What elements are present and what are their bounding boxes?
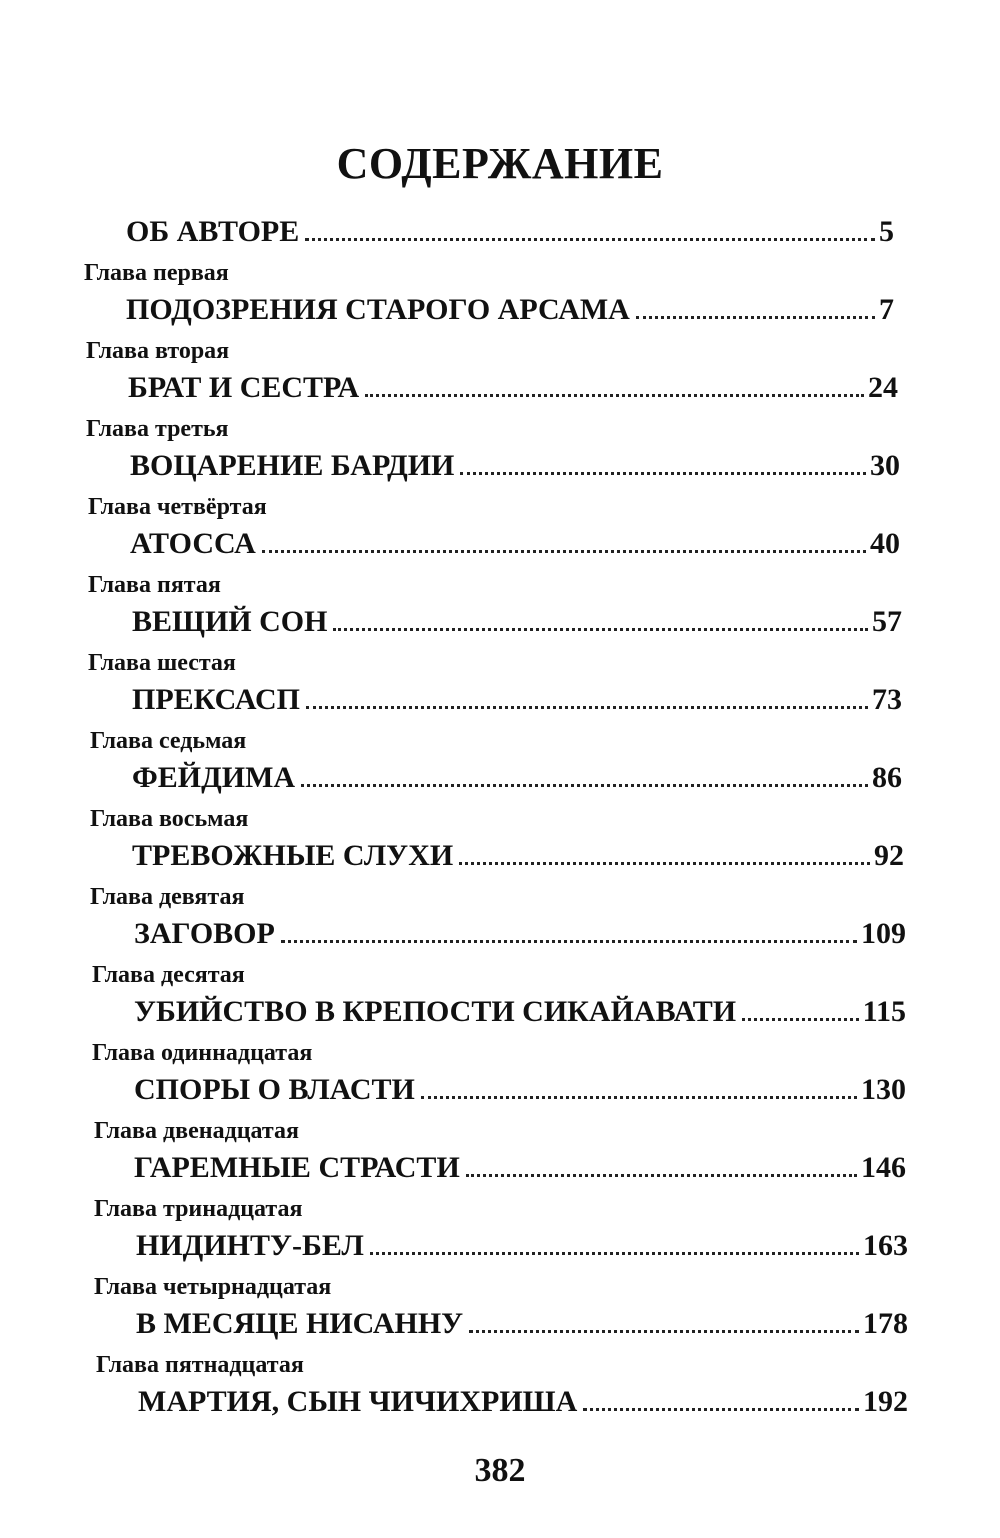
chapter-label: Глава первая xyxy=(84,260,229,286)
dot-leader xyxy=(469,1329,859,1333)
toc-entry-title: СПОРЫ О ВЛАСТИ xyxy=(134,1073,415,1106)
toc-entry-title: ФЕЙДИМА xyxy=(132,761,296,794)
toc-entry xyxy=(132,680,902,720)
chapter-label: Глава тринадцатая xyxy=(94,1196,303,1222)
toc-entry-title: ОБ АВТОРЕ xyxy=(126,215,300,248)
toc-entry-title: ТРЕВОЖНЫЕ СЛУХИ xyxy=(132,839,454,872)
toc-entry-page: 73 xyxy=(872,683,902,716)
dot-leader xyxy=(466,1173,857,1177)
toc-entry xyxy=(130,446,900,486)
toc-entry-page: 146 xyxy=(861,1151,906,1184)
dot-leader xyxy=(306,705,868,709)
toc-entry xyxy=(130,524,900,564)
dot-leader xyxy=(281,939,857,943)
toc-entry xyxy=(132,836,904,876)
page-title: СОДЕРЖАНИЕ xyxy=(336,139,664,188)
toc-entry xyxy=(132,758,902,798)
toc-entry xyxy=(134,1148,906,1188)
toc-entry-page: 163 xyxy=(863,1229,908,1262)
toc-entry-page: 30 xyxy=(870,449,900,482)
toc-entry-about xyxy=(126,212,894,252)
chapter-label: Глава десятая xyxy=(92,962,245,988)
chapter-label: Глава четвёртая xyxy=(88,494,267,520)
dot-leader xyxy=(421,1095,857,1099)
toc-entry xyxy=(134,1070,906,1110)
toc-entry xyxy=(134,914,906,954)
toc-entry-title: ГАРЕМНЫЕ СТРАСТИ xyxy=(134,1151,460,1184)
dot-leader xyxy=(742,1017,859,1021)
chapter-label: Глава третья xyxy=(86,416,229,442)
toc-entry-title: ЗАГОВОР xyxy=(134,917,275,950)
toc-entry-title: УБИЙСТВО В КРЕПОСТИ СИКАЙАВАТИ xyxy=(134,995,737,1028)
toc-entry xyxy=(126,290,894,330)
toc-entry-title: В МЕСЯЦЕ НИСАННУ xyxy=(136,1307,464,1340)
toc-entry-title: ВЕЩИЙ СОН xyxy=(132,605,328,638)
toc-entry xyxy=(136,1226,908,1266)
toc-entry-page: 7 xyxy=(879,293,894,326)
toc-entry-title: МАРТИЯ, СЫН ЧИЧИХРИША xyxy=(138,1385,578,1418)
toc-entry-title: АТОССА xyxy=(130,527,256,560)
toc-entry-page: 57 xyxy=(872,605,902,638)
toc-entry xyxy=(138,1382,908,1422)
dot-leader xyxy=(365,393,864,397)
dot-leader xyxy=(262,549,866,553)
toc-entry xyxy=(136,1304,908,1344)
toc-entry-page: 109 xyxy=(861,917,906,950)
chapter-label: Глава шестая xyxy=(88,650,236,676)
chapter-label: Глава одиннадцатая xyxy=(92,1040,313,1066)
toc-entry-title: ВОЦАРЕНИЕ БАРДИИ xyxy=(130,449,455,482)
toc-entry-page: 5 xyxy=(879,215,894,248)
dot-leader xyxy=(333,627,868,631)
toc-entry-title: БРАТ И СЕСТРА xyxy=(128,371,360,404)
toc-entry xyxy=(134,992,906,1032)
toc-entry xyxy=(132,602,902,642)
toc-entry-page: 40 xyxy=(870,527,900,560)
page-number: 382 xyxy=(474,1452,526,1489)
toc-entry-title: ПОДОЗРЕНИЯ СТАРОГО АРСАМА xyxy=(126,293,630,326)
dot-leader xyxy=(636,315,875,319)
toc-entry-page: 24 xyxy=(868,371,898,404)
dot-leader xyxy=(583,1407,859,1411)
chapter-label: Глава пятая xyxy=(88,572,221,598)
toc-entry-page: 130 xyxy=(861,1073,906,1106)
toc-entry-page: 178 xyxy=(863,1307,908,1340)
chapter-label: Глава седьмая xyxy=(90,728,247,754)
toc-entry xyxy=(128,368,898,408)
chapter-label: Глава пятнадцатая xyxy=(96,1352,304,1378)
dot-leader xyxy=(305,237,875,241)
toc-entry-page: 92 xyxy=(874,839,904,872)
chapter-label: Глава вторая xyxy=(86,338,230,364)
toc-entry-page: 86 xyxy=(872,761,902,794)
toc-entry-page: 115 xyxy=(862,995,906,1028)
dot-leader xyxy=(301,783,868,787)
toc-entry-title: ПРЕКСАСП xyxy=(132,683,301,716)
dot-leader xyxy=(460,471,866,475)
toc-entry-page: 192 xyxy=(863,1385,908,1418)
chapter-label: Глава двенадцатая xyxy=(94,1118,299,1144)
chapter-label: Глава восьмая xyxy=(90,806,249,832)
chapter-label: Глава девятая xyxy=(90,884,245,910)
dot-leader xyxy=(370,1251,859,1255)
dot-leader xyxy=(459,861,870,865)
chapter-label: Глава четырнадцатая xyxy=(94,1274,332,1300)
toc-entry-title: НИДИНТУ-БЕЛ xyxy=(136,1229,364,1262)
